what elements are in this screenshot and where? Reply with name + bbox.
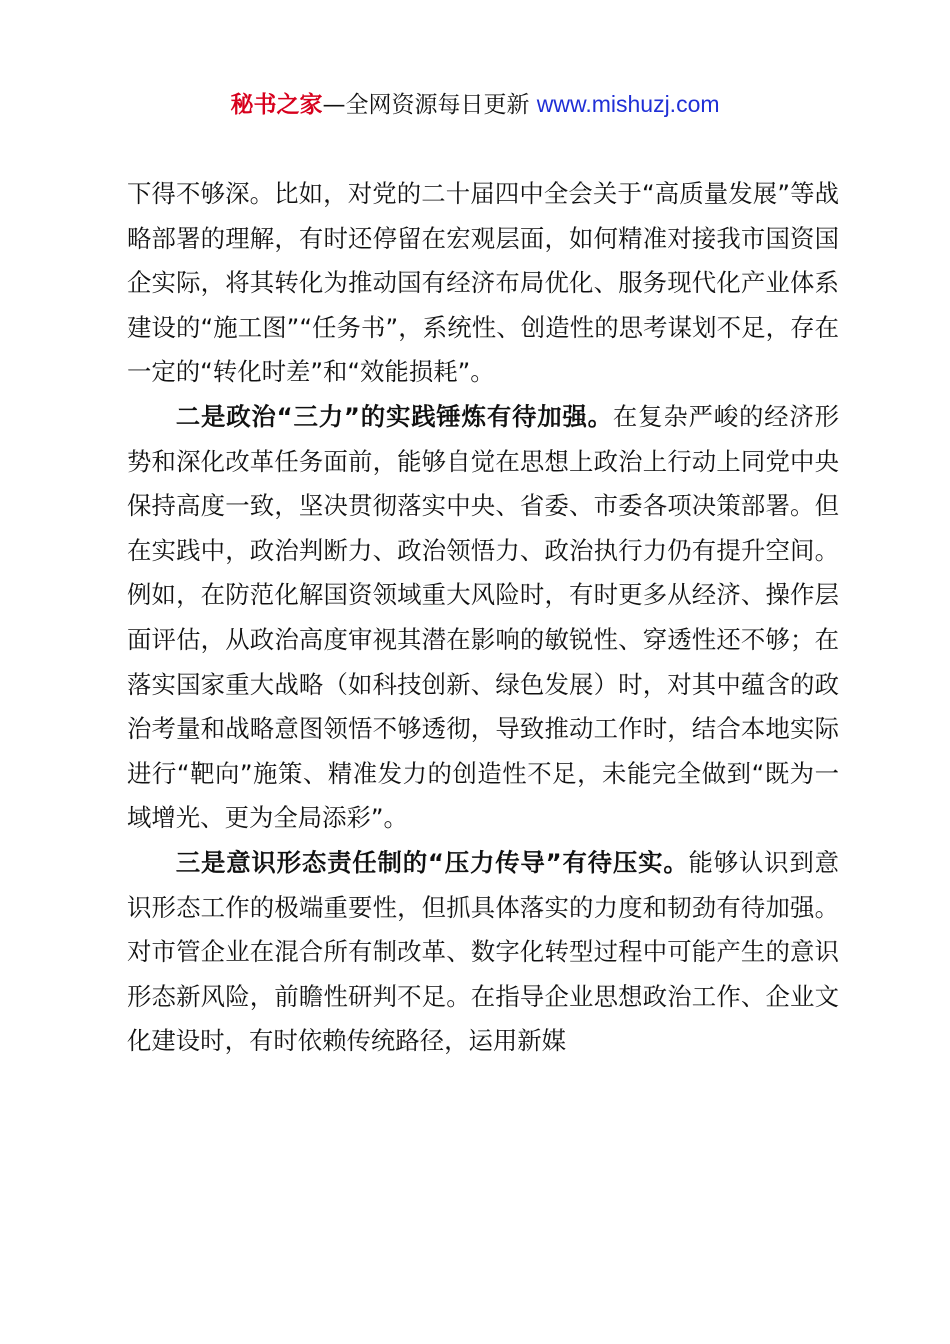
paragraph-text: 下得不够深。比如，对党的二十届四中全会关于“高质量发展”等战略部署的理解，有时还停留在宏观层面，如何精准对接我市国资国企实际，将其转化为推动国有经济布局优化、服务现代化产业体系建设的“施工图”“任务书”，系统性、创造性的思考谋划不足，存在一定的“转化时差”和“效能损耗”。 bbox=[127, 179, 839, 387]
paragraph-heading: 二是政治“三力”的实践锤炼有待加强。 bbox=[175, 401, 613, 431]
paragraph-text: 能够认识到意识形态工作的极端重要性，但抓具体落实的力度和韧劲有待加强。对市管企业在混合所有制改革、数字化转型过程中可能产生的意识形态新风险，前瞻性研判不足。在指导企业思想政治工作、企业文化建设时，有时依赖传统路径，运用新媒 bbox=[127, 847, 839, 1056]
site-brand: 秘书之家 bbox=[230, 92, 323, 118]
paragraph-heading: 三是意识形态责任制的“压力传导”有待压实。 bbox=[175, 847, 689, 877]
paragraph-point-three bbox=[127, 841, 839, 1064]
document-body bbox=[127, 172, 839, 1064]
paragraph-point-two bbox=[127, 395, 839, 841]
page-header bbox=[0, 86, 950, 123]
site-url-link[interactable]: www.mishuzj.com bbox=[536, 91, 720, 117]
paragraph-continuation bbox=[127, 172, 839, 395]
site-tagline: —全网资源每日更新 bbox=[322, 92, 537, 118]
paragraph-text: 在复杂严峻的经济形势和深化改革任务面前，能够自觉在思想上政治上行动上同党中央保持高度一致，坚决贯彻落实中央、省委、市委各项决策部署。但在实践中，政治判断力、政治领悟力、政治执行力仍有提升空间。例如，在防范化解国资领域重大风险时，有时更多从经济、操作层面评估，从政治高度审视其潜在影响的敏锐性、穿透性还不够；在落实国家重大战略（如科技创新、绿色发展）时，对其中蕴含的政治考量和战略意图领悟不够透彻，导致推动工作时，结合本地实际进行“靶向”施策、精准发力的创造性不足，未能完全做到“既为一域增光、更为全局添彩”。 bbox=[127, 401, 839, 833]
